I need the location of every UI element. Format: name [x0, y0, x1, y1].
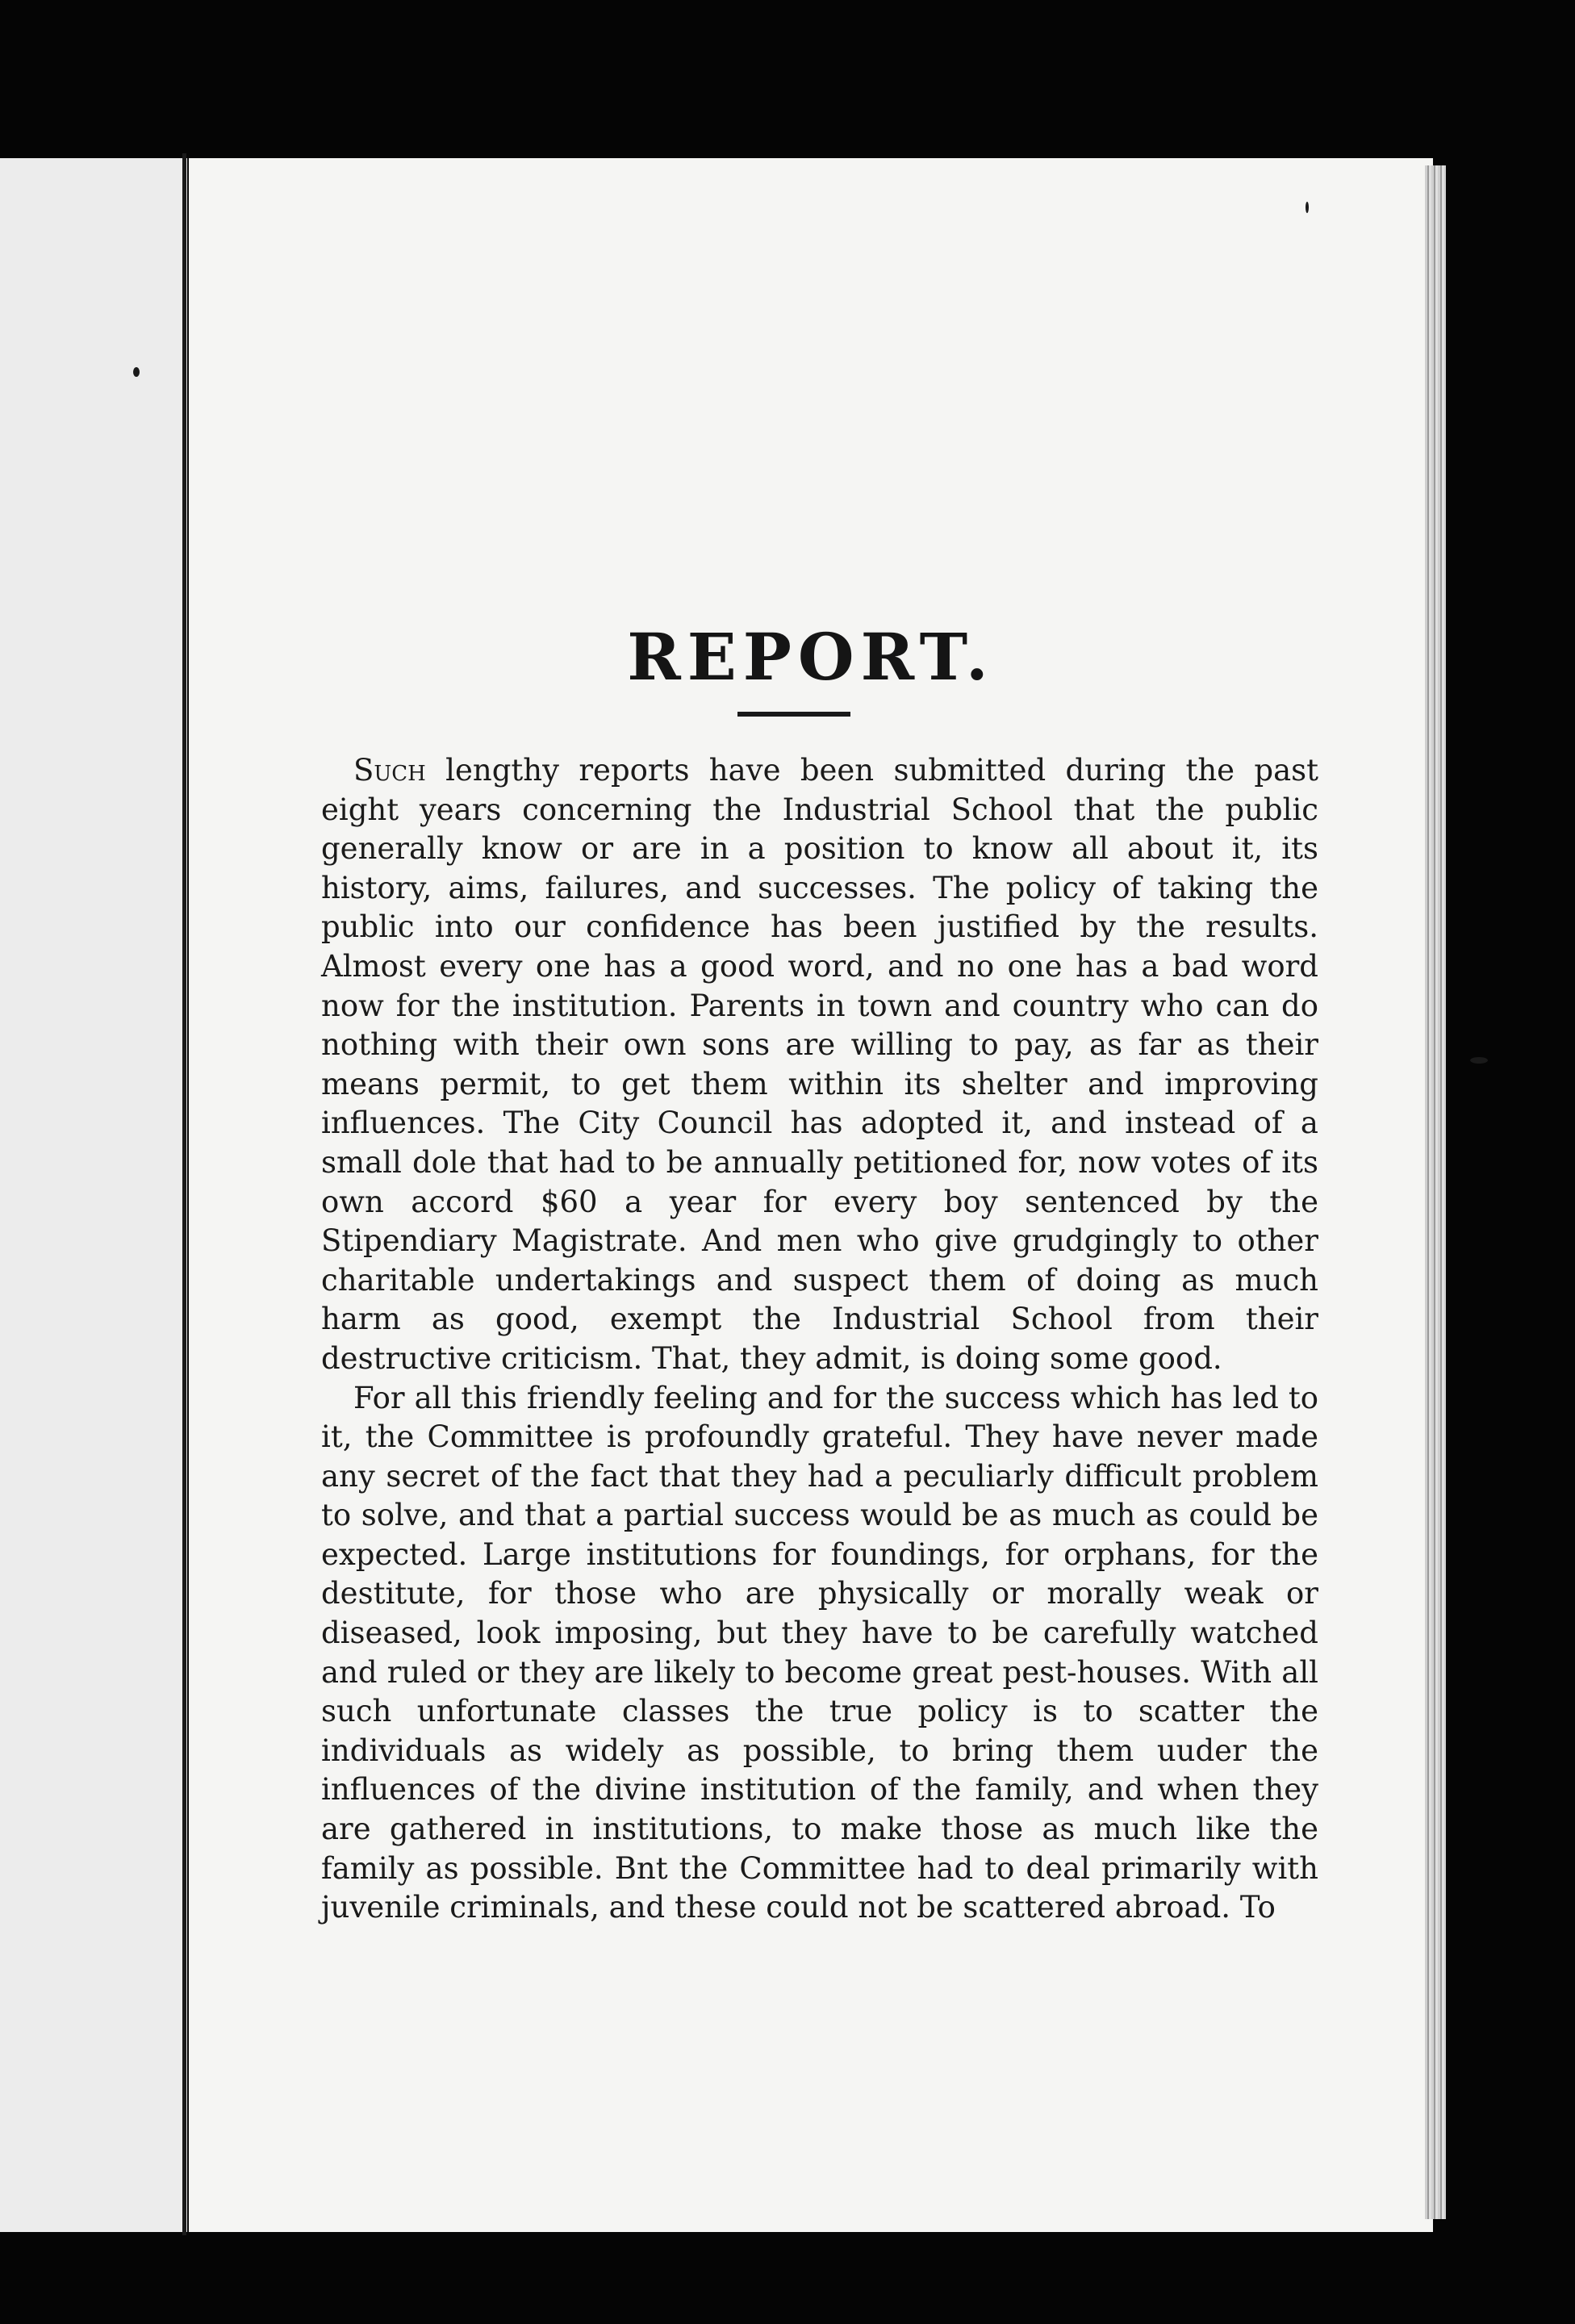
paragraph-2: For all this friendly feeling and for the success which has led to it, the Committee is profoundly grateful. They have never made any secret of the fact that they had a peculiarly difficult problem to solve, and that a partial success would be as much as could be expected. Large institutions for foundings, for orphans, for the destitute, for those who are physically or morally weak or diseased, look imposing, but they have to be carefully watched and ruled or they are likely to become great pest-houses. With all such unfortunate classes the true policy is to scatter the individuals as widely as possible, to bring them uuder the influences of the divine institution of the family, and when they are gathered in institutions, to make those as much like the family as possible. Bnt the Committee had to deal primarily with juvenile criminals, and these could not be scattered abroad. To	[321, 1380, 1318, 1925]
title-divider	[737, 712, 850, 717]
scan-speck	[1306, 202, 1309, 213]
paragraph-1	[321, 751, 1318, 1379]
page-stack-edge	[1425, 165, 1446, 2219]
report-body	[321, 751, 1318, 1928]
scan-speck	[133, 367, 140, 377]
binding-gutter	[182, 153, 186, 2235]
paragraph-1-text: lengthy reports have been submitted during the past eight years concerning the Industrial School that the public generally know or are in a position to know all about it, its history, aims, failures, and successes. The policy of taking the public into our confidence has been justified by the results. Almost every one has a good word, and no one has a bad word now for the institution. Parents in town and country who can do nothing with their own sons are willing to pay, as far as their means permit, to get them within its shelter and improving influences. The City Council has adopted it, and instead of a small dole that had to be annually petitioned for, now votes of its own accord $60 a year for every boy sentenced by the Stipendiary Magistrate. And men who give grudgingly to other charitable undertakings and suspect them of doing as much harm as good, exempt the Industrial School from their destructive criticism. That, they admit, is doing some good.	[321, 753, 1318, 1376]
scan-speck	[1470, 1057, 1488, 1064]
report-title: REPORT.	[627, 619, 995, 695]
facing-page	[0, 158, 187, 2232]
document-page	[189, 158, 1433, 2232]
paragraph-1-lead: Such	[353, 753, 426, 788]
